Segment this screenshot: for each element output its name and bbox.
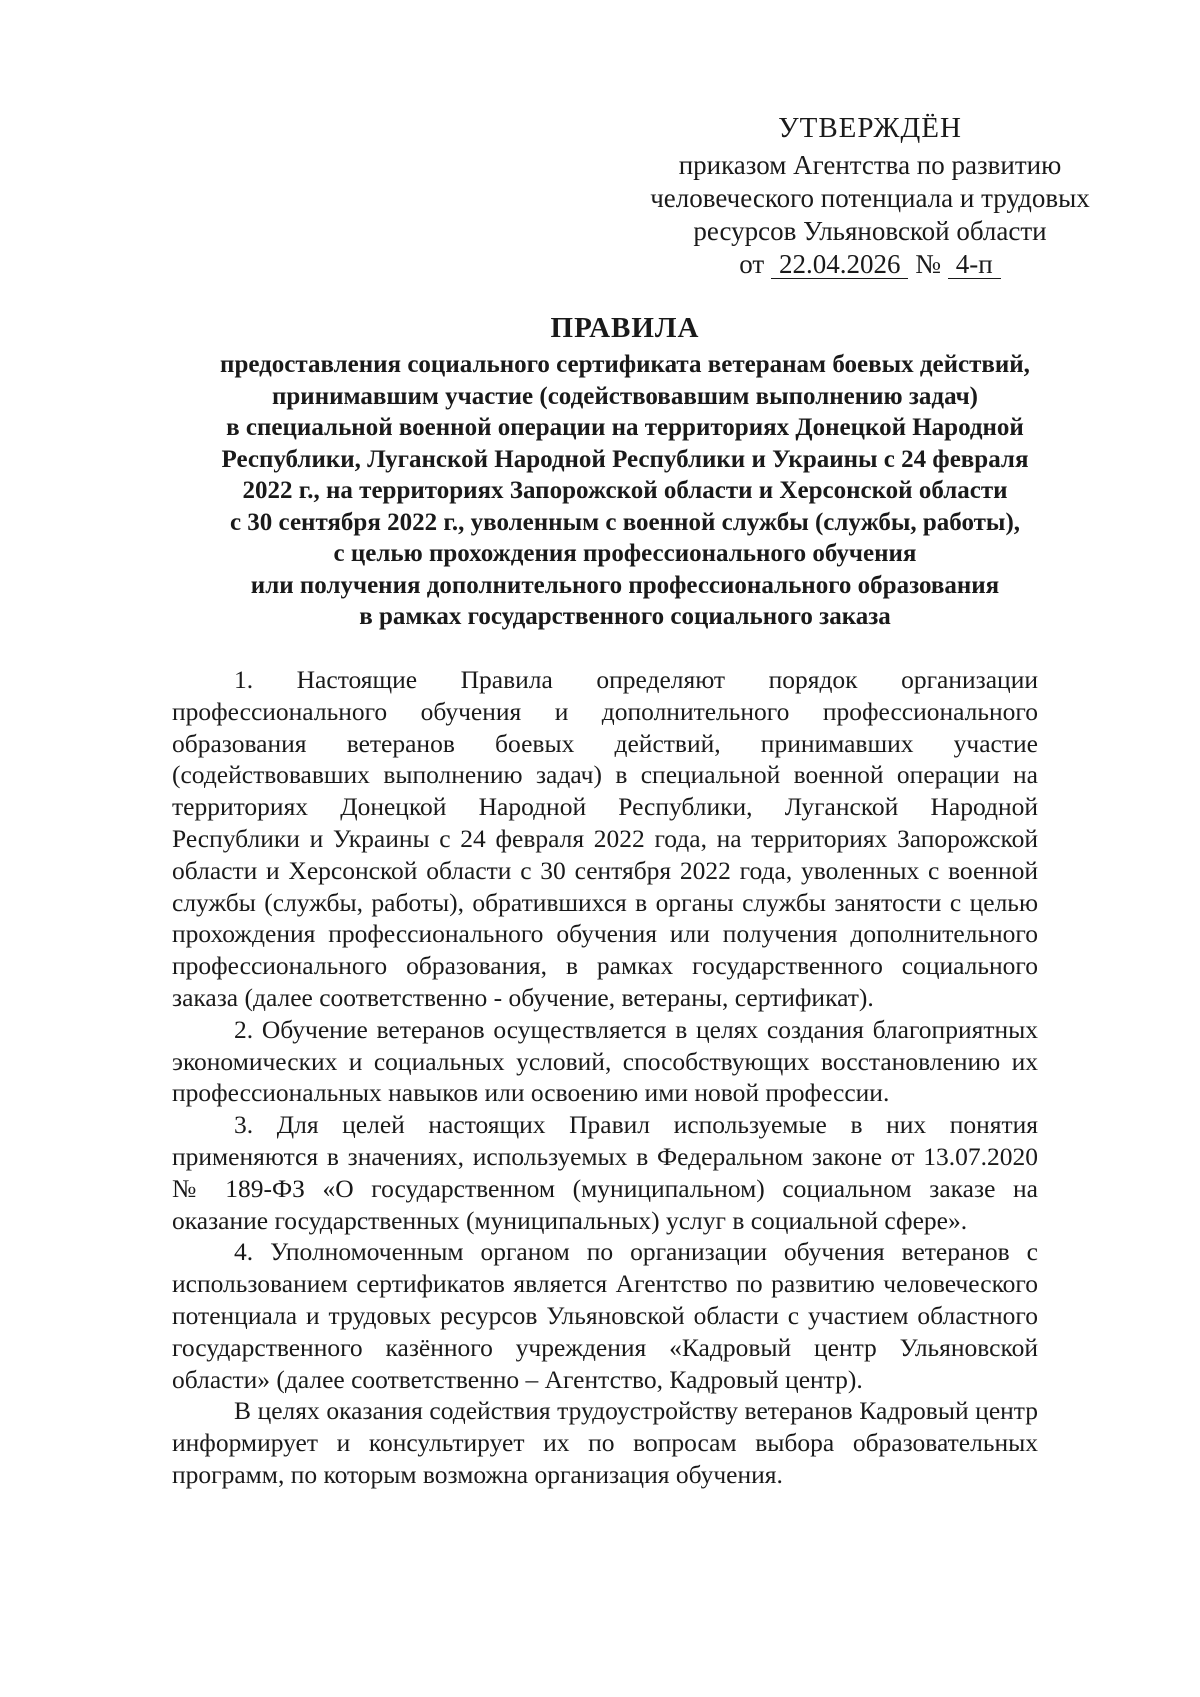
paragraph-2: 2. Обучение ветеранов осуществляется в целях создания благоприятных экономических и социальных условий, способствующих восстановлению их профессиональных навыков или освоению ими новой профессии. [172,1014,1038,1108]
paragraph-1: 1. Настоящие Правила определяют порядок организации профессионального обучения и дополнительного профессионального образования ветеранов боевых действий, принимавших участие (содействовавших выполнению задач) в специальной военной операции на территориях Донецкой Народной Республики, Луганской Народной Республики и Украины с 24 февраля 2022 года, на территориях Запорожской области и Херсонской области с 30 сентября 2022 года, уволенных с военной службы (службы, работы), обратившихся в органы службы занятости с целью прохождения профессионального обучения или получения дополнительного профессионального образования, в рамках государственного социального заказа (далее соответственно - обучение, ветераны, сертификат). [172,665,1038,1012]
paragraph-5: В целях оказания содействия трудоустройству ветеранов Кадровый центр информирует и консультирует их по вопросам выбора образовательных программ, по которым возможна организация обучения. [172,1396,1038,1489]
subtitle-line: с целью прохождения профессионального обучения [333,540,917,567]
approval-line: ресурсов Ульяновской области [693,216,1047,246]
approval-line: человеческого потенциала и трудовых [650,183,1090,213]
approval-number: 4-п [948,250,1001,279]
subtitle-line: в специальной военной операции на территориях Донецкой Народной [226,414,1024,441]
document-subtitle [160,349,1090,633]
approval-heading: УТВЕРЖДЁН [778,112,962,144]
subtitle-line: с 30 сентября 2022 г., уволенным с военной службы (службы, работы), [229,508,1021,536]
number-prefix: № [915,249,941,279]
subtitle-line: 2022 г., на территориях Запорожской области и Херсонской области [242,477,1008,504]
approval-line: приказом Агентства по развитию [678,150,1062,180]
date-prefix: от [739,249,765,279]
approval-date-line [640,248,1100,281]
subtitle-line: Республики, Луганской Народной Республики и Украины с 24 февраля [221,445,1029,473]
paragraph-4: 4. Уполномоченным органом по организации обучения ветеранов с использованием сертификатов является Агентство по развитию человеческого потенциала и трудовых ресурсов Ульяновской области с участием областного государственного казённого учреждения «Кадровый центр Ульяновской области» (далее соответственно – Агентство, Кадровый центр). [172,1237,1038,1394]
approval-stamp [640,112,1100,281]
subtitle-line: или получения дополнительного профессионального образования [250,571,1000,599]
subtitle-line: принимавшим участие (содействовавшим выполнению задач) [271,382,979,410]
subtitle-line: предоставления социального сертификата ветеранам боевых действий, [220,351,1030,378]
approval-date: 22.04.2026 [771,250,909,279]
document-body [172,664,1038,1491]
document-title-block [160,308,1090,633]
document-title: ПРАВИЛА [550,312,700,344]
subtitle-line: в рамках государственного социального заказа [359,603,891,630]
paragraph-3: 3. Для целей настоящих Правил используемые в них понятия применяются в значениях, используемых в Федеральном законе от 13.07.2020 № 189-ФЗ «О государственном (муниципальном) социальном заказе на оказание государственных (муниципальных) услуг в социальной сфере». [172,1110,1038,1235]
